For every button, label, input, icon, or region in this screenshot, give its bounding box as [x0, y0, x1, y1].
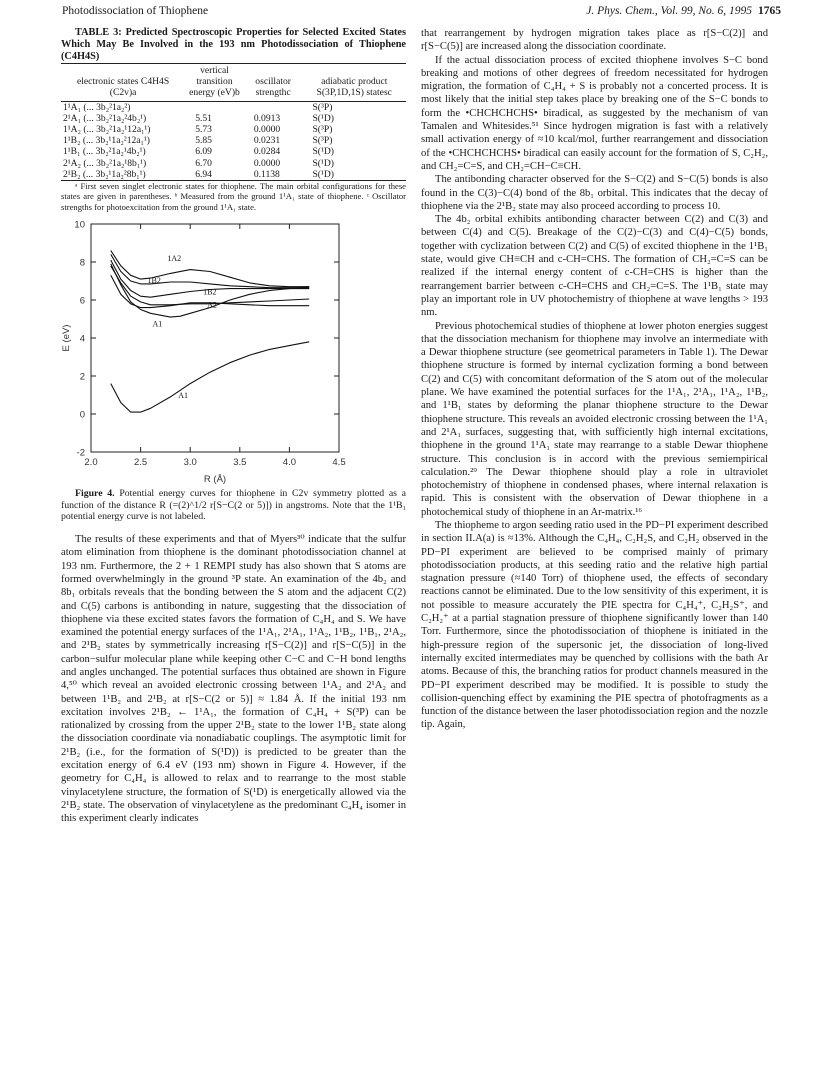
cell-energy: 5.73: [195, 124, 212, 136]
x-tick-label: 4.5: [332, 457, 346, 469]
table-row: [61, 135, 406, 146]
cell-state: 2¹B₂ (... 3b₂¹1a₂²8b₁¹): [63, 168, 146, 180]
curve-annotation: A1: [152, 319, 163, 329]
table-row: [61, 169, 406, 181]
curve-2B2: [111, 251, 309, 287]
table-row: [61, 158, 406, 169]
curve-annotation: 1B2: [147, 276, 161, 286]
cell-energy: 5.85: [195, 135, 212, 147]
body-paragraph: Previous photochemical studies of thiophene at lower photon energies suggest that the dissociation mechanism for thiophene may involve an intermediate with a Dewar thiophene structure (see geometrical parameters in Table 1). The Dewar thiophene structure is formed by internal cyclization forming a bond between C(2) and C(5) with concomitant deformation of the S atom out of the molecular plane. We have examined the potential surfaces for the 1¹A₁, 2¹A₁, 1¹A₂, 1¹B₂, and 1¹B₁ states by deforming the planar thiophene structure to the Dewar thiophene structure. This reveals an avoided electronic crossing between the 1¹A₁ and 2¹A₁ surfaces, suggesting that, with sufficiently high internal excitations, thiophene in the ground 1¹A₁ state may rearrange to a stable Dewar thiophene structure. This conclusion is in accord with the previous semiempirical calculation.²⁹ The Dewar thiophene should play a role in ultraviolet photochemistry of thiophene in condensed phases, where internal relaxation is rapid. This is consistent with the observation of Dewar thiophene in a photochemical study of thiophene in an Ar-matrix.¹⁶: [421, 320, 768, 518]
y-tick-label: 0: [79, 409, 85, 421]
x-tick-label: 3.5: [233, 457, 247, 469]
cell-osc: 0.0000: [253, 157, 281, 169]
right-column: [421, 27, 768, 732]
x-tick-label: 2.5: [133, 457, 148, 469]
table-header-row: [61, 64, 406, 102]
cell-osc: 0.1138: [253, 168, 280, 180]
table-3: [61, 63, 406, 181]
y-axis-label: E (eV): [61, 324, 72, 352]
cell-state: 1¹A₁ (... 3b₂²1a₂²): [63, 101, 131, 113]
journal-name: J. Phys. Chem., Vol. 99, No. 6, 1995: [586, 5, 752, 17]
y-tick-label: 6: [79, 295, 85, 307]
y-tick-label: 10: [74, 219, 85, 231]
figure-caption: [61, 488, 406, 523]
cell-state: 2¹A₁ (... 3b₂²1a₂²4b₂¹): [63, 112, 147, 124]
cell-osc: 0.0913: [253, 112, 281, 124]
potential-energy-plot: [61, 216, 406, 488]
cell-product: S(¹D): [312, 157, 334, 169]
col-header-osc: oscillator strengthc: [244, 64, 303, 102]
page-number: 1765: [758, 5, 781, 17]
table-row: [61, 113, 406, 124]
table-row: [61, 124, 406, 135]
cell-product: S(¹D): [312, 112, 334, 124]
left-column: [61, 27, 406, 826]
col-header-states: electronic states C4H4S (C2v)a: [61, 64, 185, 102]
cell-state: 1¹B₁ (... 3b₂²1a₂¹4b₂¹): [63, 146, 146, 158]
cell-osc: [244, 101, 303, 113]
body-paragraph: that rearrangement by hydrogen migration takes place as r[S−C(2)] and r[S−C(5)] are increased along the dissociation coordinate.: [421, 28, 768, 53]
cell-osc: 0.0284: [253, 146, 281, 158]
curve-annotation: 1B2: [203, 287, 217, 297]
curve-annotation: 1A2: [167, 254, 182, 264]
cell-product: S(³P): [312, 135, 333, 147]
col-header-energy: vertical transition energy (eV)b: [185, 64, 244, 102]
body-paragraph: The antibonding character observed for the S−C(2) and S−C(5) bonds is also found in the C(3)−C(4) bond of the 8b₁ orbital. This indicates that the decay of thiophene via the 2¹B₂ state may also proceed according to process 10.: [421, 174, 768, 212]
table-footnote: ᵃ First seven singlet electronic states for thiophene. The main orbital configurations for these states are given in parentheses. ᵇ Measured from the ground 1¹A₁ state of thiophene. ᶜ Oscillator strengths for photoexcitation from the ground 1¹A₁ state.: [61, 181, 406, 212]
figure-caption-text: Potential energy curves for thiophene in C2v symmetry plotted as a function of the distance R (=(2)^1/2 r[S−C(2 or 5)]) in angstroms. Note that the 1¹B₁ potential energy curve is not labeled.: [61, 488, 407, 523]
figure-label: Figure 4.: [75, 488, 115, 500]
x-tick-label: 3.0: [183, 457, 197, 469]
table-title: TABLE 3: Predicted Spectroscopic Properties for Selected Excited States Which May Be Involved in the 193 nm Photodissociation of Thiophene (C4H4S): [61, 27, 406, 62]
cell-product: S(¹D): [312, 168, 334, 180]
body-paragraph: If the actual dissociation process of excited thiophene involves S−C bond breaking and motions of other degrees of freedom necessitated for hydrogen migration, the formation of C₄H₄ + S is probably not a concerted process. It is most likely that the initial step takes place by breaking one of the S−C bonds to form the •CHCHCHCHS• biradical, as suggested by the mechanism of van Tamalen and Whitesides.⁵¹ Since hydrogen migration is fast with a relatively small activation energy of ≈10 kcal/mol, further rearrangement and dissociation of the •CHCHCHCHS• biradical can easily account for the formation of S, C₂H₂, and CH₂=C=S, and CH₂=CH−C≡CH.: [421, 54, 768, 172]
y-tick-label: 4: [79, 333, 85, 345]
col-header-product: adiabatic product S(3P,1D,1S) statesc: [302, 64, 406, 102]
y-tick-label: 2: [79, 371, 85, 383]
cell-osc: 0.0000: [253, 124, 281, 136]
cell-osc: 0.0231: [253, 135, 281, 147]
figure-4-chart: [61, 216, 406, 488]
plot-frame: [91, 224, 339, 452]
x-tick-label: 4.0: [282, 457, 297, 469]
table-row: [61, 146, 406, 157]
y-tick-label: 8: [79, 257, 85, 269]
cell-energy: 6.70: [195, 157, 212, 169]
cell-energy: 6.94: [195, 168, 212, 180]
cell-product: S(³P): [312, 101, 333, 113]
y-tick-label: -2: [76, 447, 85, 459]
cell-state: 1¹A₂ (... 3b₂²1a₂¹12a₁¹): [63, 124, 151, 136]
x-axis-label: R (Å): [203, 474, 227, 486]
cell-state: 2¹A₂ (... 3b₂²1a₂¹8b₁¹): [63, 157, 147, 169]
curve-annotation: A1: [178, 391, 189, 401]
journal-citation: [586, 5, 781, 17]
cell-energy: 5.51: [195, 112, 212, 124]
curve-annotation: A2: [207, 300, 217, 310]
body-paragraph: The results of these experiments and that of Myers³⁰ indicate that the sulfur atom elimination from thiophene is the dominant photodissociation channel at 193 nm. Furthermore, the 2 + 1 REMPI study has also shown that S atoms are formed overwhelmingly in the ground ³P state. An examination of the 4b₂ and 8b₁ orbitals reveals that the bonding between the S atom and the adjacent C(2) and C(5) carbons is antibonding in nature, suggesting that the dissociation of thiophene via these excited states favors the formation of C₄H₄ and S. We have examined the potential energy surfaces of the 1¹A₁, 2¹A₁, 1¹A₂, 1¹B₂, 1¹B₁, 2¹A₂, and 2¹B₂ states by symmetrically increasing r[S−C(2)] and r[S−C(5)] in the carbon−sulfur molecular plane while keeping other C−C and C−H bond lengths and angles unchanged. The potential surfaces thus obtained are shown in Figure 4,⁵⁰ which reveal an avoided electronic crossing between 1¹A₂ and 2¹A₂ and between 1¹B₂ and 2¹B₂ at r[S−C(2 or 5)] ≈ 1.84 Å. If the initial 193 nm excitation involves 2¹B₂ ← 1¹A₁, the formation of C₄H₄ + S(³P) can be rationalized by crossing from the upper 2¹B₂ state to the lower 1¹B₂ state along the dissociation coordinate via nonadiabatic couplings. The asymptotic limit for 2¹B₂ (i.e., for the formation of S(¹D)) is predicted to be greater than the excitation energy of 6.4 eV (193 nm) shown in Figure 4. However, if the geometry for C₄H₄ is allowed to relax and to rearrange to the most stable vinylacetylene structure, the formation of S(¹D) is energetically allowed via the 2¹B₂ state. The observation of vinylacetylene as the predominant C₄H₄ isomer in this experiment clearly indicates: [61, 534, 406, 825]
curve-1A1: [111, 342, 309, 412]
running-head: Photodissociation of Thiophene: [62, 5, 209, 17]
body-paragraph: The thiopheme to argon seeding ratio used in the PD−PI experiment described in section II.A(a) is ≈13%. Although the C₄H₄, C₂H₂S, and C₂H₂ observed in the PD−PI experiment are believed to be comprised mainly of primary photodissociation products, at this seeding ratio and the relative high partial stagnation pressure (≈140 Torr) of thiophene used, the effects of secondary reactions cannot be eliminated. Due to the low sensitivity of this experiment, it is not possible to measure accurately the PIE spectra for C₄H₄⁺, C₂H₂S⁺, and C₂H₂⁺ at a partial stagnation pressure of thiophene significantly lower than 140 Torr. Furthermore, since the photodissociation of thiophene is initiated in the high-pressure region of the supersonic jet, the dissociation of long-lived internally excited intermediates may be quenched by collisions with the bath Ar atoms. Because of this, the branching ratios for product channels measured in the PD−PI experiment described may be modified. It is possible to study the collision-quenching effect by examining the PIE spectra of photofragments as a function of the distance between the laser photodissociation region and the nozzle tip. Again,: [421, 519, 768, 731]
cell-energy: [185, 101, 244, 113]
table-row: [61, 101, 406, 113]
cell-energy: 6.09: [195, 146, 212, 158]
body-paragraph: The 4b₂ orbital exhibits antibonding character between C(2) and C(3) and between C(4) and C(5). Breakage of the C(2)−C(3) and C(4)−C(5) bonds, together with cyclization between C(2) and C(5) of excited thiophene in the 1¹B₁ state, would give CH≡CH and c-CH=CHS. The formation of CH₂=C=S can be realized if the internal energy content of c-CH=CHS is higher than the rearrangement barrier between c-CH=CHS and CH₂=C=S. The 1¹B₁ state may play an important role in UV photochemistry of thiophene at wave lengths > 193 nm.: [421, 214, 768, 319]
cell-product: S(³P): [312, 124, 333, 136]
x-tick-label: 2.0: [84, 457, 98, 469]
cell-product: S(¹D): [312, 146, 334, 158]
cell-state: 1¹B₂ (... 3b₂¹1a₂²12a₁¹): [63, 135, 150, 147]
